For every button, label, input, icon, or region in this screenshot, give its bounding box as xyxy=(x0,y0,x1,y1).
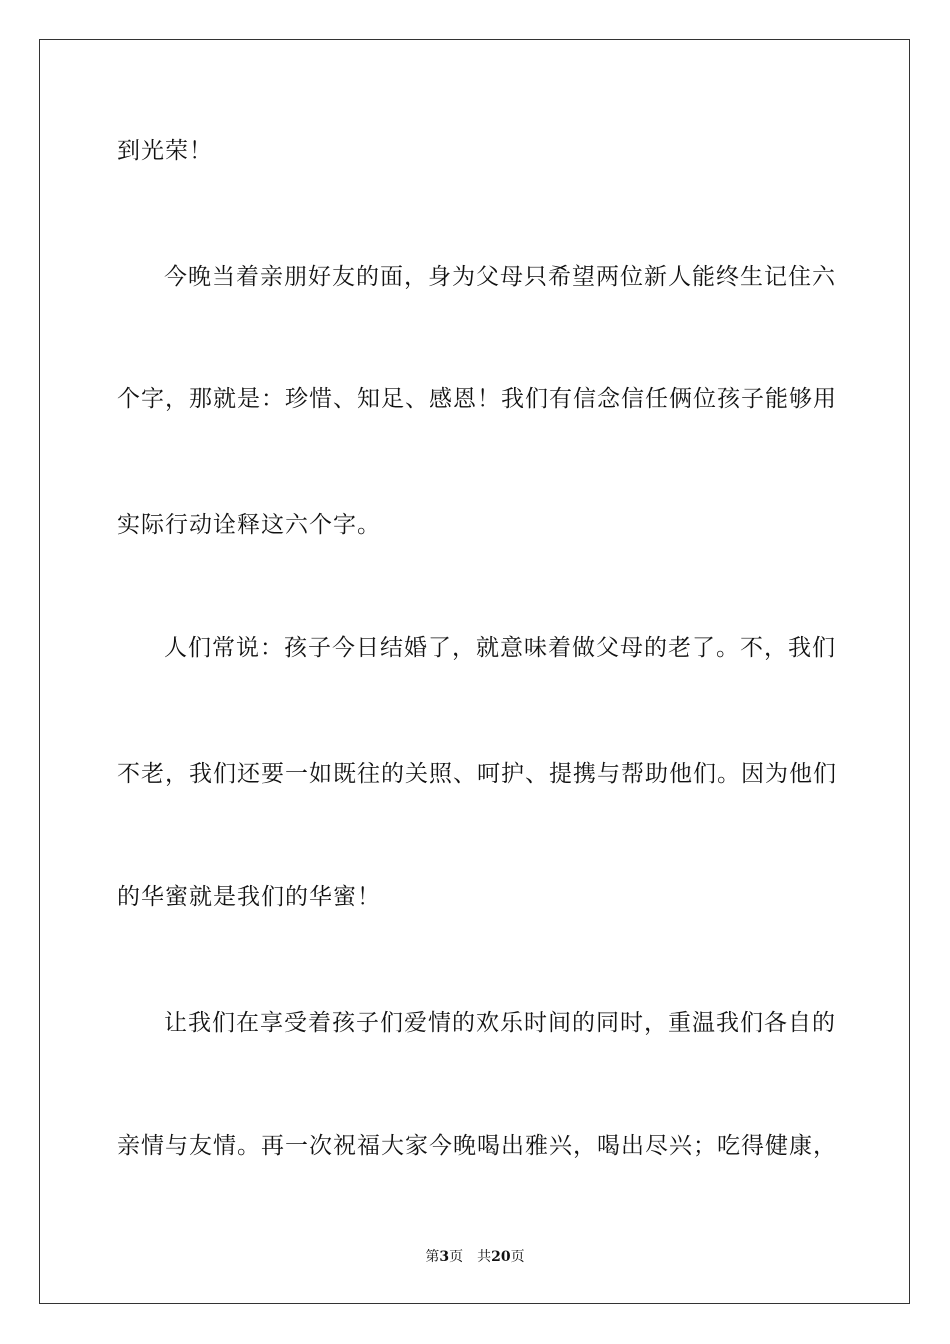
paragraph-4-line-1: 让我们在享受着孩子们爱情的欢乐时间的同时，重温我们各自的 xyxy=(164,1010,836,1036)
footer-page-number: 3 xyxy=(439,1249,450,1265)
footer-total-suffix: 页 xyxy=(510,1249,525,1265)
paragraph-4-line-2: 亲情与友情。再一次祝福大家今晚喝出雅兴，喝出尽兴；吃得健康， xyxy=(117,1133,837,1159)
paragraph-3-line-2: 不老，我们还要一如既往的关照、呵护、提携与帮助他们。因为他们 xyxy=(117,761,837,787)
paragraph-2-line-2: 个字，那就是：珍惜、知足、感恩！我们有信念信任俩位孩子能够用 xyxy=(117,386,837,412)
page-border xyxy=(39,39,910,1304)
footer-page-suffix: 页 xyxy=(449,1249,464,1265)
page-footer xyxy=(0,1248,950,1266)
paragraph-3-line-3: 的华蜜就是我们的华蜜！ xyxy=(117,884,381,910)
footer-total-number: 20 xyxy=(491,1249,511,1265)
paragraph-3-line-1: 人们常说：孩子今日结婚了，就意味着做父母的老了。不，我们 xyxy=(164,635,836,661)
footer-page-prefix: 第 xyxy=(425,1249,440,1265)
paragraph-2-line-1: 今晚当着亲朋好友的面，身为父母只希望两位新人能终生记住六 xyxy=(164,264,836,290)
text-line-1: 到光荣！ xyxy=(117,138,213,164)
paragraph-2-line-3: 实际行动诠释这六个字。 xyxy=(117,512,381,538)
footer-total-prefix: 共 xyxy=(477,1249,492,1265)
